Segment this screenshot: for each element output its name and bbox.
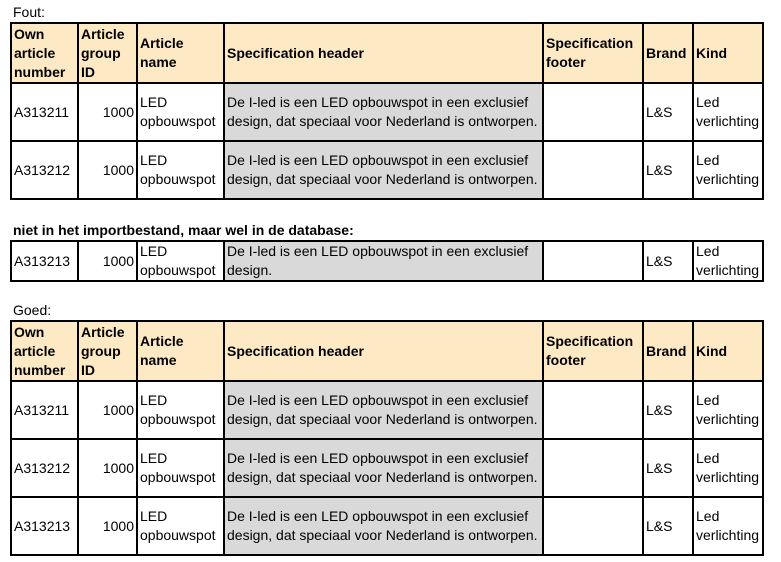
cell-brand: L&S bbox=[643, 381, 693, 439]
cell-name: LED opbouwspot bbox=[137, 497, 224, 555]
header-spec-header: Specification header bbox=[224, 23, 543, 83]
table-row bbox=[11, 83, 763, 141]
header-spec-footer: Specification footer bbox=[543, 321, 643, 381]
cell-brand: L&S bbox=[643, 241, 693, 281]
cell-group: 1000 bbox=[78, 497, 137, 555]
header-brand: Brand bbox=[643, 23, 693, 83]
header-spec-header: Specification header bbox=[224, 321, 543, 381]
cell-name: LED opbouwspot bbox=[137, 241, 224, 281]
cell-group: 1000 bbox=[78, 141, 137, 199]
table-row bbox=[11, 381, 763, 439]
cell-number: A313212 bbox=[11, 439, 78, 497]
cell-footer bbox=[543, 497, 643, 555]
cell-brand: L&S bbox=[643, 83, 693, 141]
cell-number: A313211 bbox=[11, 83, 78, 141]
header-row bbox=[11, 23, 763, 83]
cell-kind: Led verlichting bbox=[693, 381, 763, 439]
cell-name: LED opbouwspot bbox=[137, 83, 224, 141]
cell-kind: Led verlichting bbox=[693, 439, 763, 497]
section-label-database: niet in het importbestand, maar wel in de database: bbox=[13, 222, 354, 238]
cell-spec: De I-led is een LED opbouwspot in een exclusief design, dat speciaal voor Nederland is ontworpen. bbox=[224, 141, 543, 199]
cell-group: 1000 bbox=[78, 83, 137, 141]
cell-footer bbox=[543, 439, 643, 497]
cell-footer bbox=[543, 83, 643, 141]
cell-brand: L&S bbox=[643, 497, 693, 555]
table-row bbox=[11, 497, 763, 555]
header-own-article-number: Own article number bbox=[11, 321, 78, 381]
header-article-group-id: Article group ID bbox=[78, 321, 137, 381]
header-kind: Kind bbox=[693, 23, 763, 83]
goed-table bbox=[10, 320, 764, 556]
cell-kind: Led verlichting bbox=[693, 83, 763, 141]
cell-spec: De I-led is een LED opbouwspot in een exclusief design, dat speciaal voor Nederland is ontworpen. bbox=[224, 439, 543, 497]
cell-name: LED opbouwspot bbox=[137, 141, 224, 199]
cell-number: A313211 bbox=[11, 381, 78, 439]
cell-footer bbox=[543, 381, 643, 439]
header-brand: Brand bbox=[643, 321, 693, 381]
cell-name: LED opbouwspot bbox=[137, 439, 224, 497]
section-label-goed: Goed: bbox=[13, 302, 52, 318]
cell-group: 1000 bbox=[78, 241, 137, 281]
section-label-fout: Fout: bbox=[13, 4, 45, 20]
header-article-name: Article name bbox=[137, 23, 224, 83]
header-kind: Kind bbox=[693, 321, 763, 381]
header-spec-footer: Specification footer bbox=[543, 23, 643, 83]
cell-brand: L&S bbox=[643, 439, 693, 497]
cell-footer bbox=[543, 241, 643, 281]
cell-spec: De I-led is een LED opbouwspot in een exclusief design, dat speciaal voor Nederland is ontworpen. bbox=[224, 381, 543, 439]
database-table bbox=[10, 240, 764, 282]
header-row bbox=[11, 321, 763, 381]
table-row bbox=[11, 439, 763, 497]
cell-number: A313213 bbox=[11, 497, 78, 555]
header-own-article-number: Own article number bbox=[11, 23, 78, 83]
cell-group: 1000 bbox=[78, 381, 137, 439]
cell-spec: De I-led is een LED opbouwspot in een exclusief design. bbox=[224, 241, 543, 281]
table-row bbox=[11, 241, 763, 281]
fout-table bbox=[10, 22, 764, 200]
cell-number: A313212 bbox=[11, 141, 78, 199]
cell-kind: Led verlichting bbox=[693, 241, 763, 281]
cell-number: A313213 bbox=[11, 241, 78, 281]
cell-brand: L&S bbox=[643, 141, 693, 199]
table-row bbox=[11, 141, 763, 199]
cell-group: 1000 bbox=[78, 439, 137, 497]
cell-footer bbox=[543, 141, 643, 199]
cell-name: LED opbouwspot bbox=[137, 381, 224, 439]
header-article-name: Article name bbox=[137, 321, 224, 381]
cell-kind: Led verlichting bbox=[693, 141, 763, 199]
header-article-group-id: Article group ID bbox=[78, 23, 137, 83]
cell-kind: Led verlichting bbox=[693, 497, 763, 555]
cell-spec: De I-led is een LED opbouwspot in een exclusief design, dat speciaal voor Nederland is ontworpen. bbox=[224, 83, 543, 141]
cell-spec: De I-led is een LED opbouwspot in een exclusief design, dat speciaal voor Nederland is ontworpen. bbox=[224, 497, 543, 555]
